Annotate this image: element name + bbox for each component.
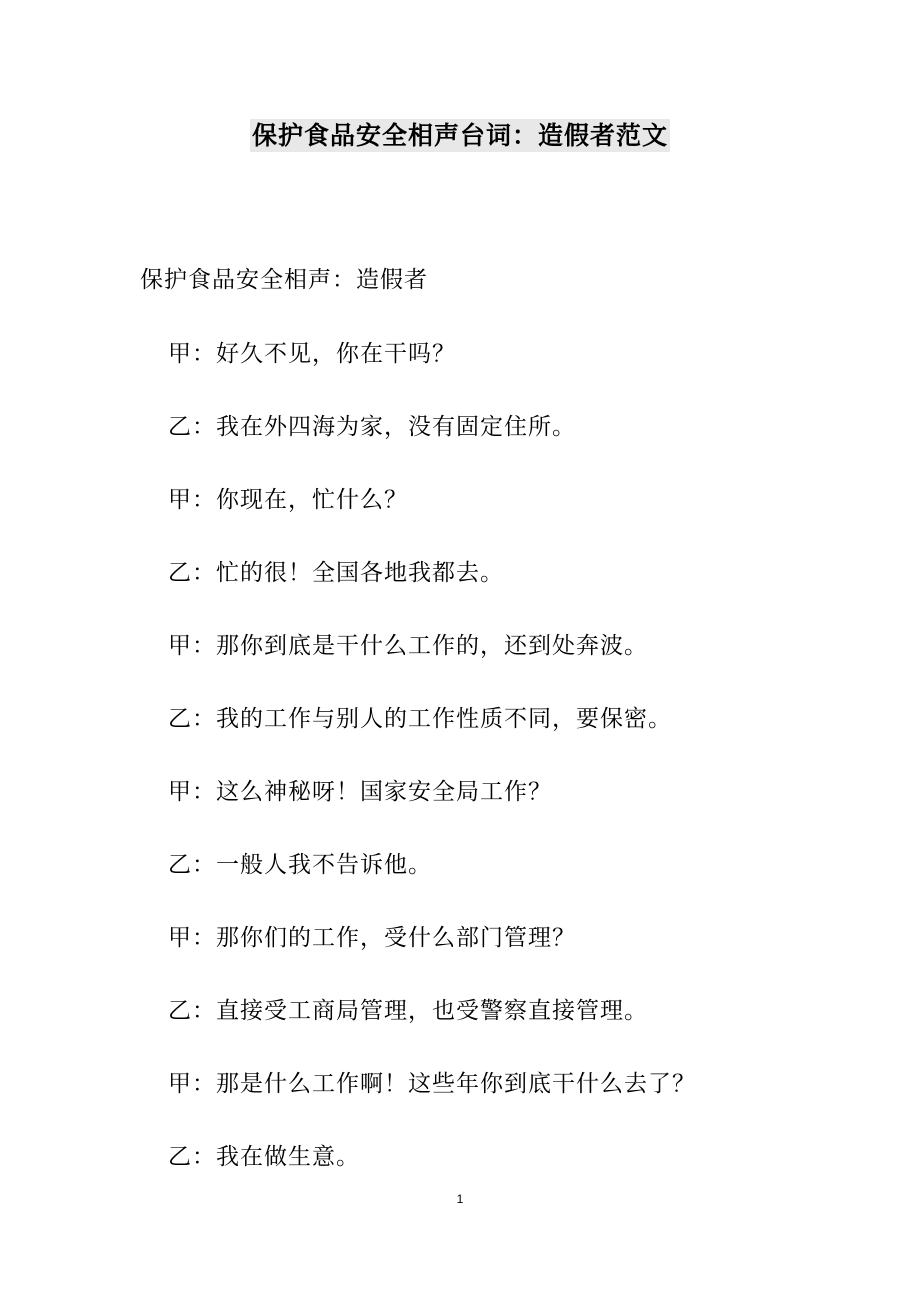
document-subtitle: 保护食品安全相声：造假者 xyxy=(140,267,428,293)
dialogue-line: 甲：那你到底是干什么工作的，还到处奔波。 xyxy=(168,633,648,659)
dialogue-line: 乙：我在外四海为家，没有固定住所。 xyxy=(168,414,576,440)
dialogue-line: 乙：忙的很！全国各地我都去。 xyxy=(168,560,504,586)
dialogue-line: 甲：那是什么工作啊！这些年你到底干什么去了？ xyxy=(168,1071,696,1097)
dialogue-line: 甲：那你们的工作，受什么部门管理？ xyxy=(168,925,576,951)
page-number: 1 xyxy=(456,1192,464,1206)
dialogue-line: 乙：我的工作与别人的工作性质不同，要保密。 xyxy=(168,706,672,732)
document-title xyxy=(0,116,920,156)
dialogue-line: 甲：好久不见，你在干吗？ xyxy=(168,341,456,367)
dialogue-list xyxy=(168,336,888,1212)
document-title-text: 保护食品安全相声台词：造假者范文 xyxy=(251,121,668,150)
dialogue-line: 乙：一般人我不告诉他。 xyxy=(168,852,432,878)
dialogue-line: 甲：你现在，忙什么？ xyxy=(168,487,408,513)
dialogue-line: 乙：我在做生意。 xyxy=(168,1144,360,1170)
dialogue-line: 乙：直接受工商局管理，也受警察直接管理。 xyxy=(168,998,648,1024)
dialogue-line: 甲：这么神秘呀！国家安全局工作？ xyxy=(168,779,552,805)
